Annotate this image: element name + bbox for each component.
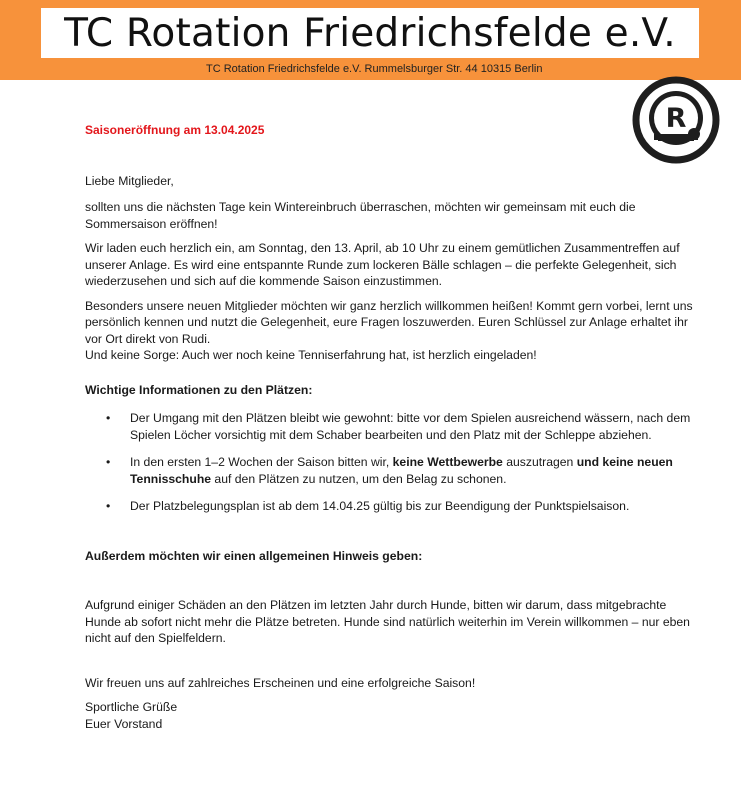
info-heading: Wichtige Informationen zu den Plätzen: (85, 382, 313, 397)
list-item (106, 410, 697, 443)
paragraph-new-members (85, 298, 697, 364)
emphasis-no-new-shoes: und keine neuen Tennisschuhe (130, 455, 673, 486)
subject-line: Saisoneröffnung am 13.04.2025 (85, 123, 265, 137)
list-item-text-post: auf den Plätzen zu nutzen, um den Belag zu schonen. (211, 471, 507, 486)
bullet-icon: • (106, 411, 111, 425)
signoff (85, 699, 697, 732)
paragraph-dogs: Aufgrund einiger Schäden an den Plätzen im letzten Jahr durch Hunde, bitten wir darum, dass mitgebrachte Hunde ab sofort nicht mehr die Plätze betreten. Hunde sind natürlich weiterhin im Verein willkommen – nur eben nicht auf den Spielfeldern. (85, 598, 690, 645)
letter-body (85, 122, 697, 740)
bullet-icon: • (106, 455, 111, 469)
logo-letter: R (665, 103, 687, 134)
signature-text: Euer Vorstand (85, 716, 163, 731)
address-text: TC Rotation Friedrichsfelde e.V. Rummelsburger Str. 44 10315 Berlin (206, 63, 543, 75)
regards-text: Sportliche Grüße (85, 700, 178, 714)
paragraph-intro: sollten uns die nächsten Tage kein Wintereinbruch überraschen, möchten wir gemeinsam mit euch die Sommersaison eröffnen! (85, 200, 636, 231)
salutation: Liebe Mitglieder, (85, 173, 174, 188)
paragraph-invitation: Wir laden euch herzlich ein, am Sonntag, den 13. April, ab 10 Uhr zu einem gemütlichen Zusammentreffen auf unserer Anlage. Es wird eine entspannte Runde zum lockeren Bälle schlagen – die perfekte Gelegenheit, sich wiederzusehen und sich auf die kommende Saison einzustimmen. (85, 241, 680, 288)
list-item (106, 454, 697, 487)
club-title: TC Rotation Friedrichsfelde e.V. (64, 10, 676, 56)
closing-line: Wir freuen uns auf zahlreiches Erscheinen und eine erfolgreiche Saison! (85, 675, 476, 690)
beginners-text: Und keine Sorge: Auch wer noch keine Tenniserfahrung hat, ist herzlich eingeladen! (85, 348, 537, 362)
list-item-text: Der Platzbelegungsplan ist ab dem 14.04.25 gültig bis zur Beendigung der Punktspielsaison. (130, 499, 630, 513)
club-title-box (41, 8, 699, 58)
bullet-icon: • (106, 499, 111, 513)
list-item-text-pre: In den ersten 1–2 Wochen der Saison bitten wir, (130, 455, 393, 469)
hint-heading: Außerdem möchten wir einen allgemeinen Hinweis geben: (85, 548, 423, 563)
info-list (85, 410, 697, 515)
emphasis-no-competitions: keine Wettbewerbe (392, 455, 503, 469)
list-item-text: Der Umgang mit den Plätzen bleibt wie gewohnt: bitte vor dem Spielen ausreichend wässern, nach dem Spielen Löcher vorsichtig mit dem Schaber bearbeiten und den Platz mit der Schleppe abziehen. (130, 411, 691, 442)
list-item (106, 498, 697, 515)
new-members-text: Besonders unsere neuen Mitglieder möchten wir ganz herzlich willkommen heißen! Kommt gern vorbei, lernt uns persönlich kennen und nutzt die Gelegenheit, eure Fragen loszuwerden. Euren Schlüssel zur Anlage erhaltet ihr vor Ort direkt von Rudi. (85, 298, 693, 346)
list-item-text-mid: auszutragen (502, 455, 577, 469)
